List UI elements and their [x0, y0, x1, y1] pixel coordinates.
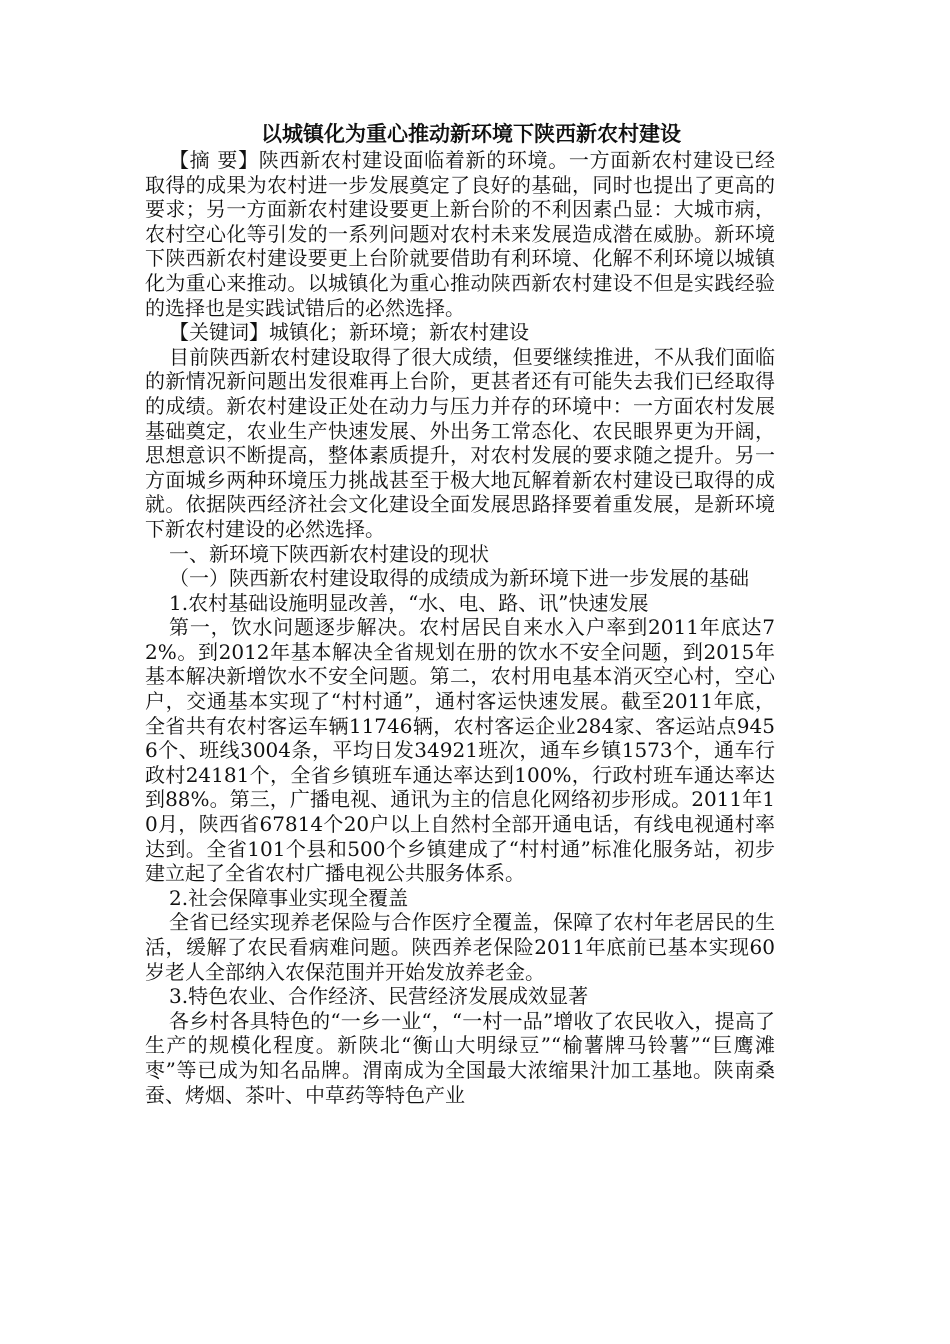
document-title: 以城镇化为重心推动新环境下陕西新农村建设 [261, 121, 681, 146]
item-heading-2: 2.社会保障事业实现全覆盖 [169, 885, 409, 910]
section-heading-1: 一、新环境下陕西新农村建设的现状 [169, 541, 489, 566]
infrastructure-paragraph: 第一，饮水问题逐步解决。农村居民自来水入户率到2011年底达72%。到2012年基本解决全省规划在册的饮水不安全问题，到2015年基本解决新增饮水不安全问题。第二，农村用电基本消灭空心村，空心户，交通基本实现了“村村通”，通村客运快速发展。截至2011年底，全省共有农村客运车辆11746辆，农村客运企业284家、客运站点9456个、班线3004条，平均日发34921班次，通车乡镇1573个，通车行政村24181个，全省乡镇班车通达率达到100%，行政村班车通达率达到88%。第三，广播电视、通讯为主的信息化网络初步形成。2011年10月，陕西省67814个20户以上自然村全部开通电话，有线电视通村率达到。全省101个县和500个乡镇建成了“村村通”标准化服务站，初步建立起了全省农村广播电视公共服务体系。 [145, 615, 775, 886]
social-security-paragraph: 全省已经实现养老保险与合作医疗全覆盖，保障了农村年老居民的生活，缓解了农民看病难问题。陕西养老保险2011年底前已基本实现60岁老人全部纳入农保范围并开始发放养老金。 [145, 910, 775, 984]
special-agriculture-paragraph: 各乡村各具特色的“一乡一业“，“一村一品”增收了农民收入，提高了生产的规模化程度。新陕北“衡山大明绿豆”“榆薯牌马铃薯”“巨鹰滩枣”等已成为知名品牌。渭南成为全国最大浓缩果汁加工基地。陕南桑蚕、烤烟、茶叶、中草药等特色产业 [145, 1008, 775, 1107]
subsection-heading-1: （一）陕西新农村建设取得的成绩成为新环境下进一步发展的基础 [169, 566, 749, 591]
document-body [145, 120, 775, 1107]
item-heading-3: 3.特色农业、合作经济、民营经济发展成效显著 [169, 984, 589, 1009]
abstract-paragraph [145, 148, 775, 320]
abstract-text: 陕西新农村建设面临着新的环境。一方面新农村建设已经取得的成果为农村进一步发展奠定了良好的基础，同时也提出了更高的要求；另一方面新农村建设要更上新台阶的不利因素凸显：大城市病，农村空心化等引发的一系列问题对农村未来发展造成潜在威胁。新环境下陕西新农村建设要更上台阶就要借助有利环境、化解不利环境以城镇化为重心来推动。以城镇化为重心推动陕西新农村建设不但是实践经验的选择也是实践试错后的必然选择。 [145, 148, 776, 320]
keywords-text: 城镇化；新环境；新农村建设 [269, 320, 529, 345]
intro-paragraph: 目前陕西新农村建设取得了很大成绩，但要继续推进，不从我们面临的新情况新问题出发很难再上台阶，更甚者还有可能失去我们已经取得的成绩。新农村建设正处在动力与压力并存的环境中：一方面农村发展基础奠定，农业生产快速发展、外出务工常态化、农民眼界更为开阔，思想意识不断提高，整体素质提升，对农村发展的要求随之提升。另一方面城乡两种环境压力挑战甚至于极大地瓦解着新农村建设已取得的成就。依据陕西经济社会文化建设全面发展思路择要着重发展，是新环境下新农村建设的必然选择。 [145, 344, 775, 541]
abstract-label: 【摘 要】 [169, 148, 259, 172]
keywords-label: 【关键词】 [169, 320, 269, 345]
keywords-paragraph [145, 320, 775, 345]
item-heading-1: 1.农村基础设施明显改善，“水、电、路、讯”快速发展 [169, 590, 649, 615]
